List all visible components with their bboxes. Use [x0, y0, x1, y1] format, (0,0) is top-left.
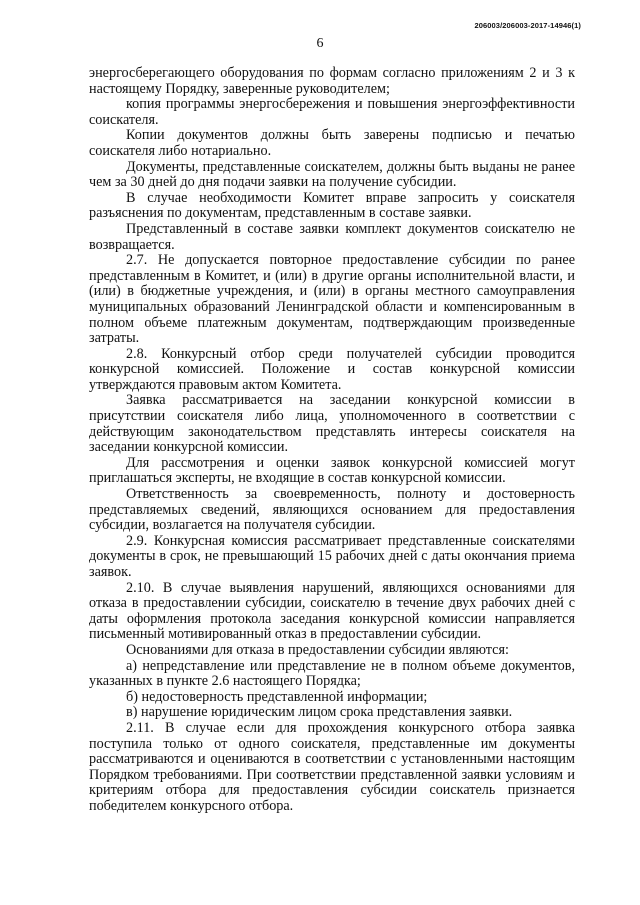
- paragraph: копия программы энергосбережения и повышения энергоэффективности соискателя.: [89, 96, 575, 128]
- page-number: 6: [316, 36, 324, 51]
- paragraph: В случае необходимости Комитет вправе запросить у соискателя разъяснения по документам, представленным в составе заявки.: [89, 189, 575, 222]
- paragraph: Представленный в составе заявки комплект документов соискателю не возвращается.: [89, 220, 575, 253]
- paragraph-section-2-7: 2.7. Не допускается повторное предоставление субсидии по ранее представленным в Комитет, и (или) в другие органы исполнительной власти, и (или) в бюджетные учреждения, и (или) в органы местного самоуправления муниципальных образований Ленинградской области и компенсированным в полном объеме платежным документам, подтверждающим произведенные затраты.: [89, 252, 575, 347]
- paragraph: Основаниями для отказа в предоставлении субсидии являются:: [126, 641, 509, 658]
- list-item-b: б) недостоверность представленной информации;: [126, 688, 428, 705]
- list-item-c: в) нарушение юридическим лицом срока представления заявки.: [126, 704, 513, 721]
- paragraph: Заявка рассматривается на заседании конкурсной комиссии в присутствии соискателя либо лица, уполномоченного в соответствии с действующим законодательством представлять интересы соискателя на заседании конкурсной комиссии.: [89, 392, 575, 456]
- document-id: 206003/206003-2017-14946(1): [474, 21, 581, 30]
- paragraph-section-2-9: 2.9. Конкурсная комиссия рассматривает представленные соискателями документы в срок, не превышающий 15 рабочих дней с даты окончания приема заявок.: [89, 532, 575, 580]
- paragraph: Ответственность за своевременность, полноту и достоверность представляемых сведений, являющихся основанием для предоставления субсидии, возлагается на получателя субсидии.: [89, 486, 575, 534]
- document-body: [89, 66, 575, 815]
- paragraph: энергосберегающего оборудования по формам согласно приложениям 2 и 3 к настоящему Порядку, заверенные руководителем;: [89, 65, 575, 97]
- paragraph: Копии документов должны быть заверены подписью и печатью соискателя либо нотариально.: [89, 127, 575, 159]
- paragraph-section-2-11: 2.11. В случае если для прохождения конкурсного отбора заявка поступила только от одного соискателя, представленные им документы рассматриваются и оцениваются в соответствии с установленными настоящим Порядком требованиями. При соответствии представленной заявки условиям и критериям отбора для предоставления субсидии соискатель признается победителем конкурсного отбора.: [89, 719, 575, 814]
- paragraph-section-2-10: 2.10. В случае выявления нарушений, являющихся основаниями для отказа в предоставлении субсидии, соискателю в течение двух рабочих дней с даты оформления протокола заседания конкурсной комиссии направляется письменный мотивированный отказ в предоставлении субсидии.: [89, 579, 575, 643]
- paragraph: Для рассмотрения и оценки заявок конкурсной комиссией могут приглашаться эксперты, не входящие в состав конкурсной комиссии.: [89, 454, 575, 487]
- paragraph: Документы, представленные соискателем, должны быть выданы не ранее чем за 30 дней до дня подачи заявки на получение субсидии.: [89, 158, 575, 191]
- paragraph-section-2-8: 2.8. Конкурсный отбор среди получателей субсидии проводится конкурсной комиссией. Положение и состав конкурсной комиссии утверждаются правовым актом Комитета.: [89, 345, 575, 393]
- list-item-a: а) непредставление или представление не в полном объеме документов, указанных в пункте 2.6 настоящего Порядка;: [89, 657, 575, 690]
